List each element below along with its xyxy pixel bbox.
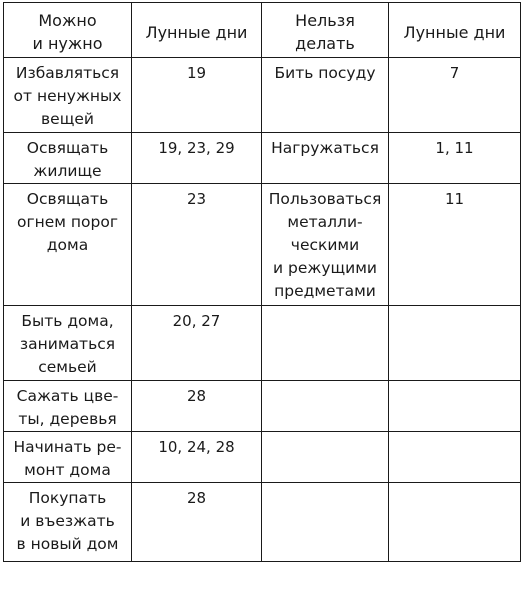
header-cell-allowed: [4, 3, 132, 58]
forbidden-action-cell: [262, 133, 389, 184]
table-header: [4, 3, 521, 58]
allowed-action-cell: [4, 184, 132, 306]
allowed-action: Освящать огнем порог дома: [17, 190, 118, 254]
allowed-action-cell: [4, 306, 132, 381]
forbidden-days-cell: [389, 184, 521, 306]
allowed-days-cell: [132, 483, 262, 562]
allowed-days-cell: [132, 306, 262, 381]
header-cell-forbidden: [262, 3, 389, 58]
allowed-action-cell: [4, 133, 132, 184]
allowed-days-cell: [132, 58, 262, 133]
allowed-days: 28: [186, 387, 207, 405]
table-row: [4, 133, 521, 184]
forbidden-action-cell: [262, 483, 389, 562]
forbidden-action-cell: [262, 58, 389, 133]
forbidden-days-cell: [389, 381, 521, 432]
table-row: [4, 483, 521, 562]
allowed-action: Начинать ре- монт дома: [13, 438, 122, 479]
forbidden-action-cell: [262, 381, 389, 432]
forbidden-days-cell: [389, 483, 521, 562]
table-row: [4, 381, 521, 432]
header-cell-allowed-days: [132, 3, 262, 58]
allowed-action-cell: [4, 483, 132, 562]
allowed-action: Быть дома, заниматься семьей: [19, 312, 116, 376]
forbidden-days: 1, 11: [435, 139, 474, 157]
lunar-days-table: [3, 2, 521, 562]
allowed-days: 10, 24, 28: [158, 438, 235, 456]
allowed-days-cell: [132, 133, 262, 184]
allowed-action: Покупать и въезжать в новый дом: [16, 489, 119, 553]
forbidden-action: Нагружаться: [271, 139, 379, 157]
allowed-action: Сажать цве- ты, деревья: [16, 387, 119, 428]
table-row: [4, 432, 521, 483]
forbidden-action-cell: [262, 184, 389, 306]
allowed-action: Освящать жилище: [26, 139, 109, 180]
forbidden-days-cell: [389, 306, 521, 381]
header-row: [4, 3, 521, 58]
header-forbidden-text: Нельзя делать: [295, 11, 355, 53]
allowed-days: 20, 27: [172, 312, 221, 330]
forbidden-days-cell: [389, 58, 521, 133]
allowed-days-cell: [132, 381, 262, 432]
table-row: [4, 58, 521, 133]
table-row: [4, 306, 521, 381]
forbidden-days-cell: [389, 133, 521, 184]
forbidden-action-cell: [262, 306, 389, 381]
forbidden-action-cell: [262, 432, 389, 483]
header-forbidden-days-text: Лунные дни: [403, 22, 506, 42]
forbidden-days: 7: [449, 64, 460, 82]
allowed-action-cell: [4, 381, 132, 432]
allowed-days: 19: [186, 64, 207, 82]
forbidden-days-cell: [389, 432, 521, 483]
header-cell-forbidden-days: [389, 3, 521, 58]
table-row: [4, 184, 521, 306]
forbidden-days: 11: [444, 190, 465, 208]
forbidden-action: Пользоваться металли- ческими и режущими предметами: [268, 190, 382, 300]
allowed-days: 28: [186, 489, 207, 507]
allowed-action: Избавляться от ненужных вещей: [13, 64, 122, 128]
allowed-days: 19, 23, 29: [158, 139, 235, 157]
allowed-action-cell: [4, 58, 132, 133]
forbidden-action: Бить посуду: [274, 64, 376, 82]
allowed-action-cell: [4, 432, 132, 483]
allowed-days-cell: [132, 184, 262, 306]
table-body: [4, 58, 521, 562]
header-allowed-days-text: Лунные дни: [145, 22, 248, 42]
header-allowed-text: Можно и нужно: [32, 11, 103, 53]
allowed-days: 23: [186, 190, 207, 208]
allowed-days-cell: [132, 432, 262, 483]
